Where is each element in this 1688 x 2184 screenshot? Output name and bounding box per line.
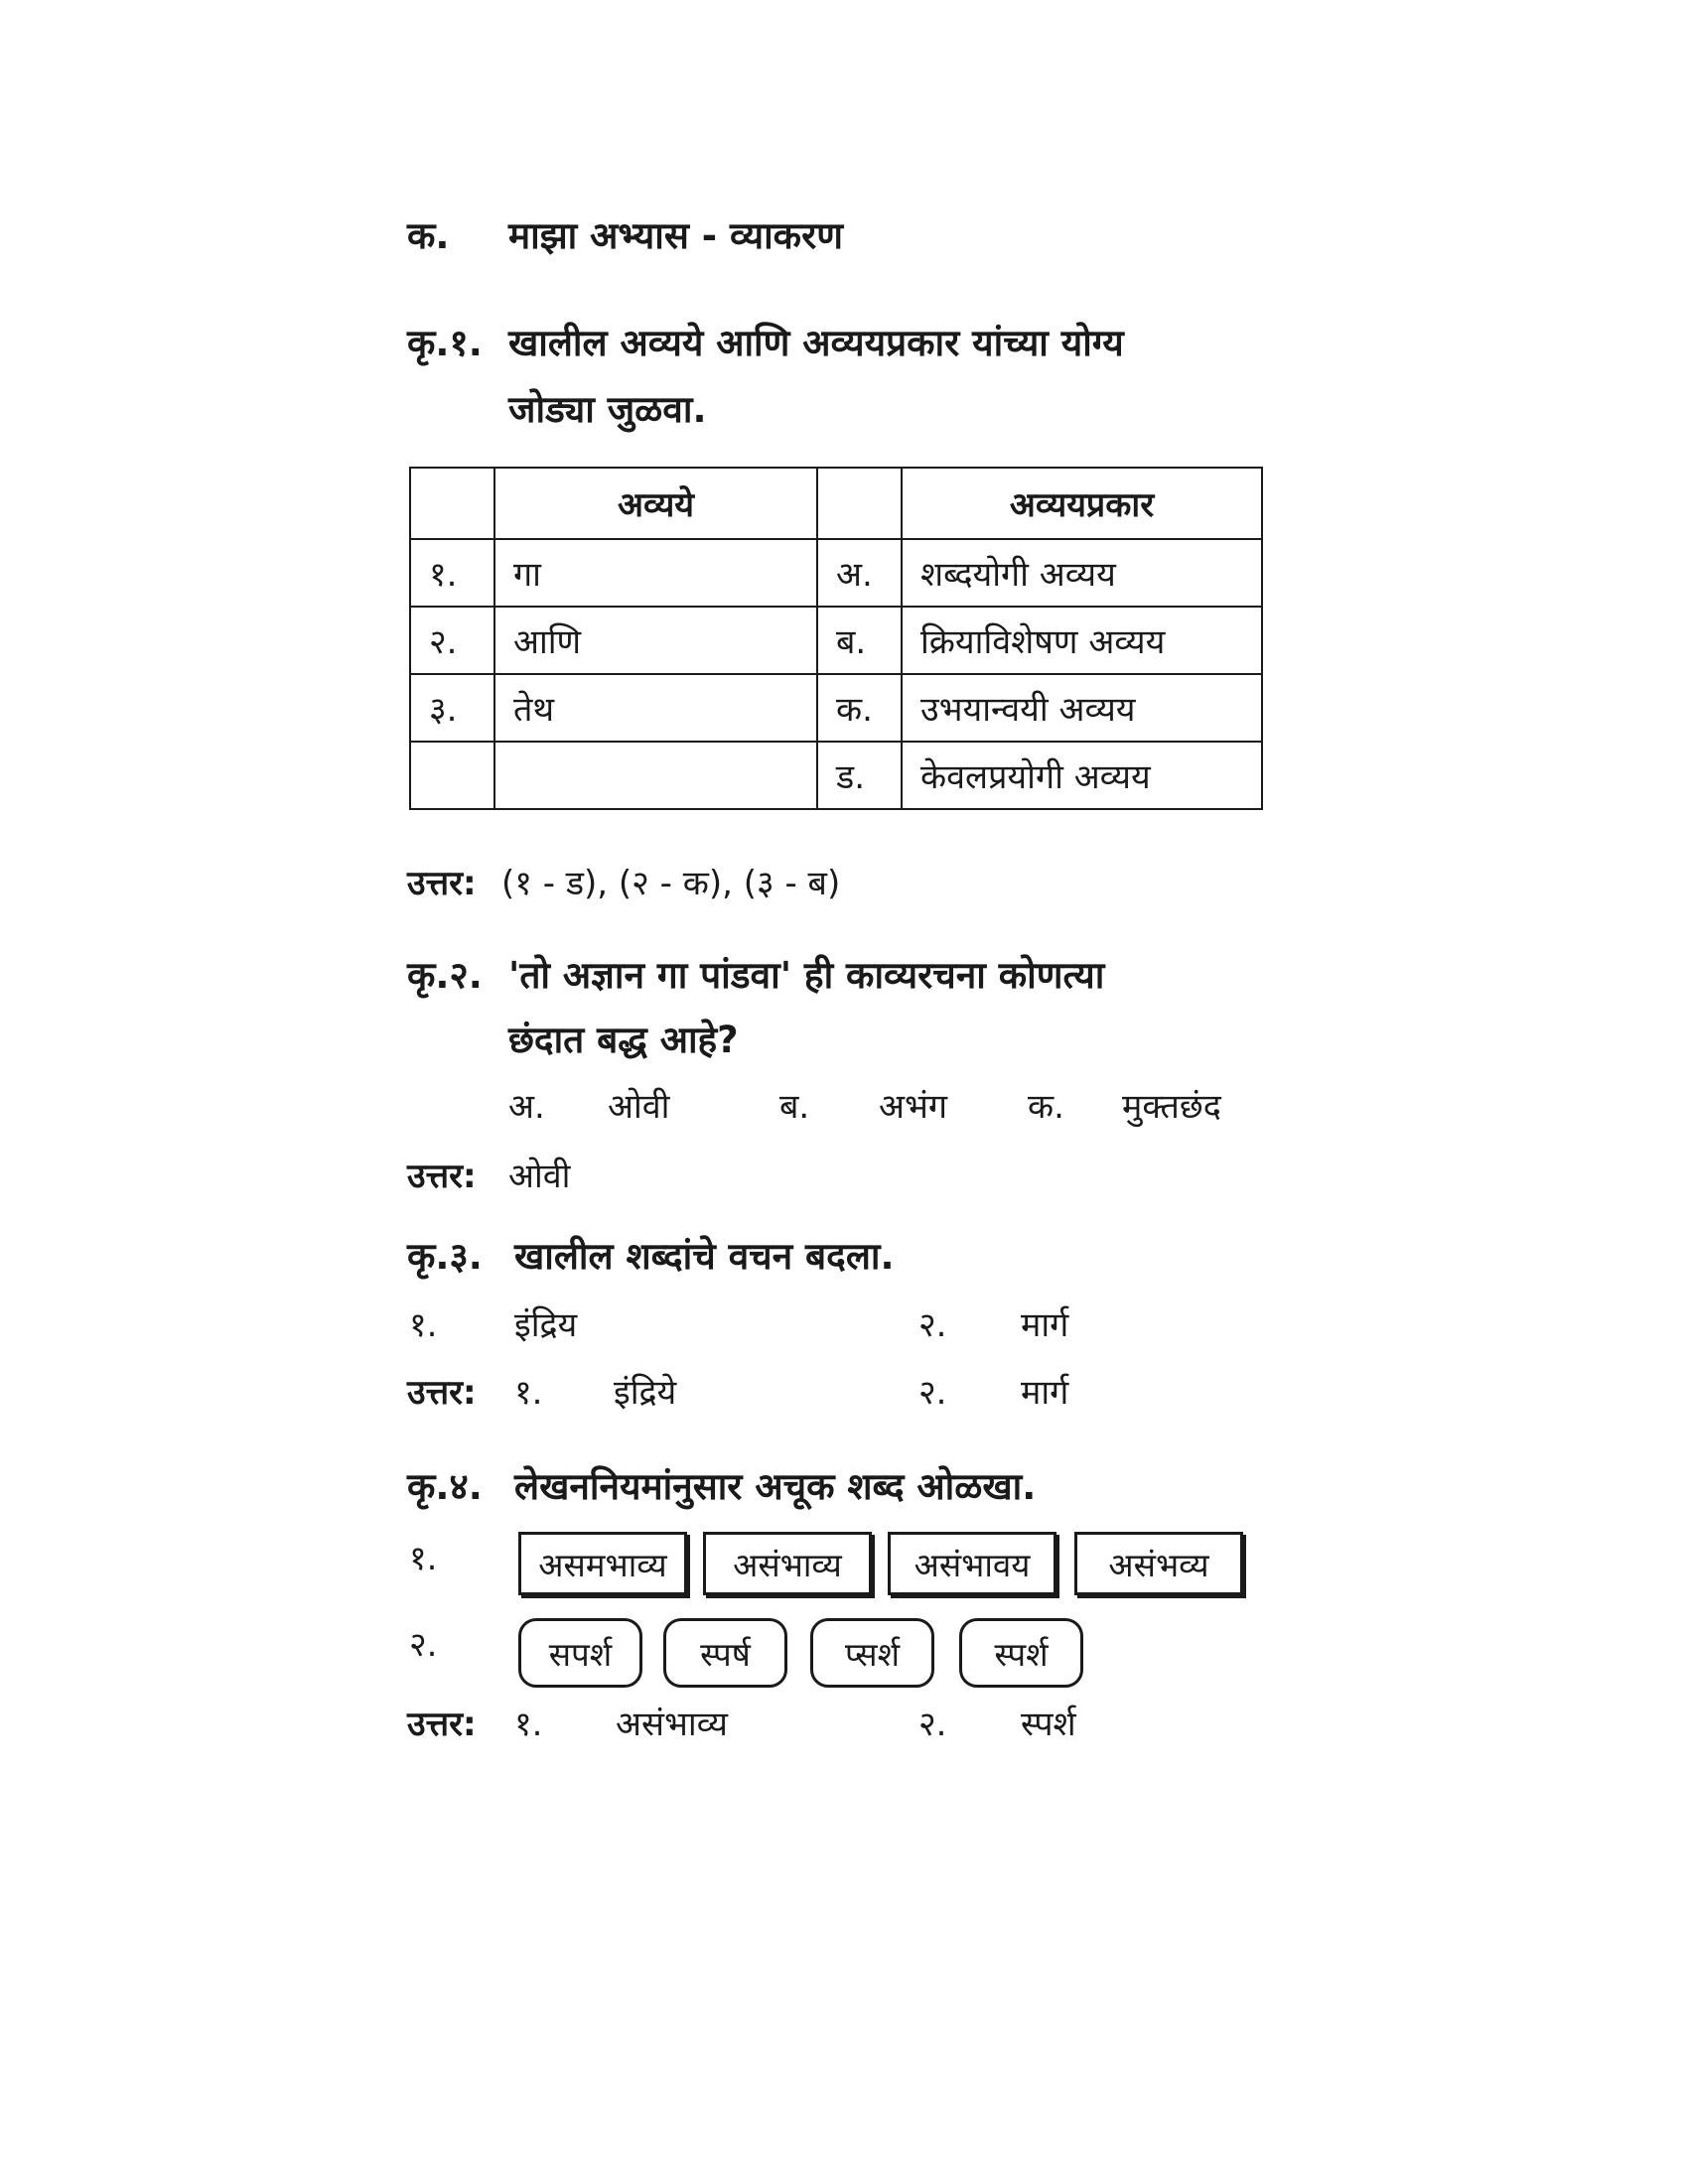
q2-text-line2: छंदात बद्ध आहे?	[508, 1019, 739, 1061]
table-row	[410, 674, 1262, 742]
q4-answer-word: स्पर्श	[1021, 1705, 1076, 1744]
q4-label: कृ.४.	[407, 1465, 483, 1508]
q4-row2-num: २.	[409, 1625, 438, 1665]
q2-answer-label: उत्तर:	[407, 1157, 477, 1196]
q3-answer-label: उत्तर:	[407, 1373, 477, 1413]
q2-option-marker: अ.	[508, 1087, 545, 1127]
q4-row1-num: १.	[409, 1539, 438, 1578]
table-cell: ३.	[410, 674, 494, 742]
table-cell: आणि	[494, 607, 817, 674]
table-header-row	[410, 468, 1262, 539]
section-marker: क.	[407, 214, 450, 257]
q4-answer-num: १.	[514, 1705, 543, 1744]
option-box: असंभाव्य	[703, 1532, 872, 1595]
option-pill: सपर्श	[518, 1618, 642, 1688]
section-title: माझा अभ्यास - व्याकरण	[508, 214, 843, 257]
q3-answer-num: २.	[918, 1373, 947, 1413]
table-cell: शब्दयोगी अव्यय	[902, 539, 1262, 607]
q3-answer-word: इंद्रिये	[614, 1373, 677, 1413]
q3-label: कृ.३.	[407, 1235, 483, 1278]
q1-text-line1: खालील अव्यये आणि अव्ययप्रकार यांच्या योग्य	[508, 322, 1124, 364]
table-header-cell: अव्ययप्रकार	[902, 468, 1262, 539]
table-cell	[410, 742, 494, 809]
table-cell: २.	[410, 607, 494, 674]
table-cell: १.	[410, 539, 494, 607]
table-cell: क्रियाविशेषण अव्यय	[902, 607, 1262, 674]
q3-text: खालील शब्दांचे वचन बदला.	[514, 1235, 895, 1278]
q4-answer-num: २.	[918, 1705, 947, 1744]
option-box: असंभव्य	[1074, 1532, 1243, 1595]
q4-answer-label: उत्तर:	[407, 1705, 477, 1744]
table-row	[410, 607, 1262, 674]
q2-text-line1: 'तो अज्ञान गा पांडवा' ही काव्यरचना कोणत्या	[508, 954, 1105, 997]
q2-answer: ओवी	[508, 1157, 571, 1196]
option-box: असमभाव्य	[518, 1532, 687, 1595]
table-row	[410, 539, 1262, 607]
table-header-cell: अव्यये	[494, 468, 817, 539]
q2-option-text: ओवी	[608, 1087, 670, 1127]
table-cell: केवलप्रयोगी अव्यय	[902, 742, 1262, 809]
q2-option-text: अभंग	[879, 1087, 948, 1127]
table-cell: उभयान्वयी अव्यय	[902, 674, 1262, 742]
q3-item-word: इंद्रिय	[514, 1305, 578, 1345]
table-cell	[494, 742, 817, 809]
q2-option-marker: ब.	[779, 1087, 810, 1127]
q1-answer-label: उत्तर:	[407, 864, 477, 903]
option-pill: स्पर्ष	[663, 1618, 787, 1688]
table-cell: क.	[817, 674, 902, 742]
q2-label: कृ.२.	[407, 954, 483, 997]
option-pill: प्सर्श	[810, 1618, 934, 1688]
table-cell: अ.	[817, 539, 902, 607]
q3-answer-word: मार्ग	[1021, 1373, 1069, 1413]
q3-item-num: १.	[409, 1305, 438, 1345]
table-cell: ब.	[817, 607, 902, 674]
q1-text-line2: जोड्या जुळवा.	[508, 388, 707, 431]
table-cell: गा	[494, 539, 817, 607]
q3-item-word: मार्ग	[1021, 1305, 1069, 1345]
q4-answer-word: असंभाव्य	[616, 1705, 729, 1744]
q2-option-marker: क.	[1028, 1087, 1064, 1127]
matching-table	[409, 467, 1263, 810]
q1-answer: (१ - ड), (२ - क), (३ - ब)	[501, 864, 841, 903]
table-header-cell	[817, 468, 902, 539]
q1-label: कृ.१.	[407, 322, 483, 364]
table-cell: तेथ	[494, 674, 817, 742]
q4-text: लेखननियमांनुसार अचूक शब्द ओळखा.	[514, 1465, 1037, 1508]
table-cell: ड.	[817, 742, 902, 809]
option-box: असंभावय	[888, 1532, 1056, 1595]
q3-answer-num: १.	[514, 1373, 543, 1413]
table-row	[410, 742, 1262, 809]
option-pill: स्पर्श	[959, 1618, 1083, 1688]
table-header-cell	[410, 468, 494, 539]
q3-item-num: २.	[918, 1305, 947, 1345]
q2-option-text: मुक्तछंद	[1122, 1087, 1221, 1127]
